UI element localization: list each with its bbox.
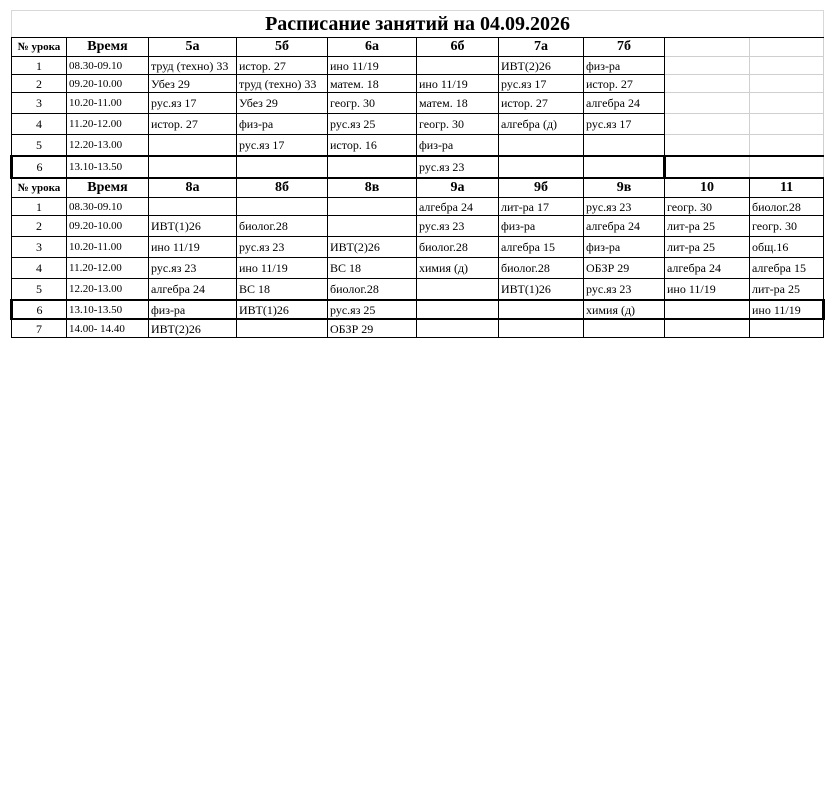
lesson-cell: алгебра 15 [499, 237, 584, 258]
lesson-cell: биолог.28 [499, 258, 584, 279]
lesson-cell: рус.яз 25 [328, 114, 417, 135]
lesson-cell [149, 156, 237, 178]
lesson-cell: ИВТ(1)26 [149, 216, 237, 237]
lesson-cell [584, 156, 665, 178]
header-class: 5б [237, 38, 328, 57]
lesson-row [12, 279, 824, 301]
lesson-cell [237, 319, 328, 338]
header-class: 5а [149, 38, 237, 57]
lesson-cell: ИВТ(1)26 [499, 279, 584, 301]
header-class: 7а [499, 38, 584, 57]
lesson-cell [149, 135, 237, 157]
lesson-cell [328, 156, 417, 178]
lesson-row [12, 57, 824, 75]
lesson-row [12, 216, 824, 237]
lesson-cell: биолог.28 [417, 237, 499, 258]
lesson-cell: ино 11/19 [328, 57, 417, 75]
lesson-cell: алгебра 24 [584, 93, 665, 114]
lesson-cell [750, 75, 824, 93]
lesson-number: 4 [12, 114, 67, 135]
lesson-cell: алгебра 24 [584, 216, 665, 237]
lesson-number: 2 [12, 75, 67, 93]
header-class: 6б [417, 38, 499, 57]
lesson-cell: ино 11/19 [417, 75, 499, 93]
lesson-time: 09.20-10.00 [67, 75, 149, 93]
lesson-cell: ОБЗР 29 [584, 258, 665, 279]
lesson-cell: труд (техно) 33 [237, 75, 328, 93]
lesson-cell [750, 114, 824, 135]
lesson-cell [584, 135, 665, 157]
header-class: 10 [665, 178, 750, 198]
lesson-cell: геогр. 30 [328, 93, 417, 114]
lesson-row [12, 156, 824, 178]
lesson-cell: рус.яз 23 [237, 237, 328, 258]
lesson-row [12, 237, 824, 258]
header-class: 6а [328, 38, 417, 57]
lesson-cell: ОБЗР 29 [328, 319, 417, 338]
lesson-cell [417, 319, 499, 338]
lesson-time: 13.10-13.50 [67, 156, 149, 178]
lesson-cell: истор. 27 [149, 114, 237, 135]
schedule-block-1 [12, 38, 824, 179]
lesson-cell: физ-ра [237, 114, 328, 135]
header-row [12, 38, 824, 57]
lesson-cell [665, 114, 750, 135]
lesson-time: 09.20-10.00 [67, 216, 149, 237]
lesson-cell [328, 198, 417, 216]
header-class [750, 38, 824, 57]
lesson-number: 2 [12, 216, 67, 237]
lesson-cell [750, 319, 824, 338]
lesson-cell: ино 11/19 [665, 279, 750, 301]
lesson-cell: ино 11/19 [750, 300, 824, 319]
lesson-cell: ИВТ(1)26 [237, 300, 328, 319]
lesson-number: 3 [12, 237, 67, 258]
lesson-cell: истор. 16 [328, 135, 417, 157]
lesson-cell: физ-ра [584, 57, 665, 75]
lesson-cell [328, 216, 417, 237]
lesson-number: 1 [12, 57, 67, 75]
lesson-cell [237, 156, 328, 178]
lesson-time: 12.20-13.00 [67, 279, 149, 301]
lesson-time: 08.30-09.10 [67, 57, 149, 75]
lesson-cell [499, 319, 584, 338]
lesson-cell: физ-ра [499, 216, 584, 237]
lesson-row [12, 300, 824, 319]
schedule-table [10, 10, 825, 338]
lesson-cell: алгебра (д) [499, 114, 584, 135]
header-lesson-number: № урока [12, 38, 67, 57]
lesson-cell: физ-ра [417, 135, 499, 157]
header-class: 11 [750, 178, 824, 198]
lesson-row [12, 75, 824, 93]
lesson-row [12, 93, 824, 114]
header-class: 9в [584, 178, 665, 198]
lesson-cell [665, 135, 750, 157]
lesson-row [12, 135, 824, 157]
header-time: Время [67, 178, 149, 198]
lesson-cell [499, 156, 584, 178]
lesson-cell: рус.яз 17 [237, 135, 328, 157]
lesson-cell: ино 11/19 [149, 237, 237, 258]
lesson-cell [417, 57, 499, 75]
header-lesson-number: № урока [12, 178, 67, 198]
header-class: 9а [417, 178, 499, 198]
lesson-cell: ИВТ(2)26 [149, 319, 237, 338]
lesson-number: 3 [12, 93, 67, 114]
lesson-cell: рус.яз 25 [328, 300, 417, 319]
lesson-cell: истор. 27 [584, 75, 665, 93]
header-class: 7б [584, 38, 665, 57]
lesson-cell: геогр. 30 [417, 114, 499, 135]
lesson-cell: рус.яз 23 [417, 216, 499, 237]
lesson-cell: физ-ра [584, 237, 665, 258]
lesson-cell: рус.яз 23 [149, 258, 237, 279]
schedule-sheet [10, 10, 822, 338]
lesson-time: 11.20-12.00 [67, 114, 149, 135]
lesson-cell [149, 198, 237, 216]
lesson-number: 4 [12, 258, 67, 279]
lesson-cell: биолог.28 [750, 198, 824, 216]
lesson-cell: ВС 18 [328, 258, 417, 279]
lesson-cell [750, 57, 824, 75]
lesson-cell: труд (техно) 33 [149, 57, 237, 75]
lesson-cell: матем. 18 [328, 75, 417, 93]
lesson-cell [665, 300, 750, 319]
header-row [12, 178, 824, 198]
lesson-cell [584, 319, 665, 338]
lesson-cell: химия (д) [417, 258, 499, 279]
lesson-cell: биолог.28 [237, 216, 328, 237]
lesson-cell [665, 319, 750, 338]
lesson-cell [499, 300, 584, 319]
lesson-cell [499, 135, 584, 157]
lesson-cell: лит-ра 25 [750, 279, 824, 301]
lesson-cell: физ-ра [149, 300, 237, 319]
lesson-cell: рус.яз 23 [417, 156, 499, 178]
lesson-cell [750, 156, 824, 178]
lesson-cell: ино 11/19 [237, 258, 328, 279]
lesson-time: 08.30-09.10 [67, 198, 149, 216]
lesson-cell: лит-ра 17 [499, 198, 584, 216]
lesson-cell: Убез 29 [237, 93, 328, 114]
header-time: Время [67, 38, 149, 57]
lesson-row [12, 114, 824, 135]
lesson-time: 12.20-13.00 [67, 135, 149, 157]
lesson-cell: алгебра 24 [149, 279, 237, 301]
lesson-row [12, 258, 824, 279]
lesson-time: 14.00- 14.40 [67, 319, 149, 338]
header-class: 8а [149, 178, 237, 198]
lesson-cell [665, 75, 750, 93]
lesson-cell [417, 279, 499, 301]
lesson-cell [750, 93, 824, 114]
lesson-time: 13.10-13.50 [67, 300, 149, 319]
lesson-cell [237, 198, 328, 216]
lesson-cell: рус.яз 17 [584, 114, 665, 135]
lesson-cell: химия (д) [584, 300, 665, 319]
lesson-number: 1 [12, 198, 67, 216]
lesson-cell: истор. 27 [237, 57, 328, 75]
lesson-row [12, 198, 824, 216]
lesson-number: 5 [12, 279, 67, 301]
lesson-cell [665, 57, 750, 75]
schedule-block-2 [12, 178, 824, 338]
lesson-cell: алгебра 24 [665, 258, 750, 279]
lesson-cell: геогр. 30 [750, 216, 824, 237]
lesson-cell: Убез 29 [149, 75, 237, 93]
lesson-row [12, 319, 824, 338]
lesson-cell [750, 135, 824, 157]
lesson-time: 10.20-11.00 [67, 93, 149, 114]
lesson-number: 5 [12, 135, 67, 157]
lesson-cell [417, 300, 499, 319]
lesson-cell: рус.яз 23 [584, 279, 665, 301]
header-class: 9б [499, 178, 584, 198]
lesson-cell: лит-ра 25 [665, 237, 750, 258]
header-class: 8в [328, 178, 417, 198]
lesson-cell: истор. 27 [499, 93, 584, 114]
page-title: Расписание занятий на 04.09.2026 [12, 11, 824, 38]
lesson-cell: лит-ра 25 [665, 216, 750, 237]
lesson-time: 10.20-11.00 [67, 237, 149, 258]
lesson-cell: геогр. 30 [665, 198, 750, 216]
lesson-number: 7 [12, 319, 67, 338]
lesson-cell: алгебра 15 [750, 258, 824, 279]
lesson-cell: рус.яз 17 [149, 93, 237, 114]
lesson-number: 6 [12, 156, 67, 178]
lesson-cell: рус.яз 23 [584, 198, 665, 216]
lesson-cell: рус.яз 17 [499, 75, 584, 93]
header-class: 8б [237, 178, 328, 198]
lesson-cell: ВС 18 [237, 279, 328, 301]
header-class [665, 38, 750, 57]
lesson-cell: матем. 18 [417, 93, 499, 114]
lesson-number: 6 [12, 300, 67, 319]
lesson-cell [665, 156, 750, 178]
lesson-cell: биолог.28 [328, 279, 417, 301]
lesson-cell: ИВТ(2)26 [328, 237, 417, 258]
lesson-cell: общ.16 [750, 237, 824, 258]
lesson-cell: алгебра 24 [417, 198, 499, 216]
lesson-cell: ИВТ(2)26 [499, 57, 584, 75]
lesson-cell [665, 93, 750, 114]
lesson-time: 11.20-12.00 [67, 258, 149, 279]
